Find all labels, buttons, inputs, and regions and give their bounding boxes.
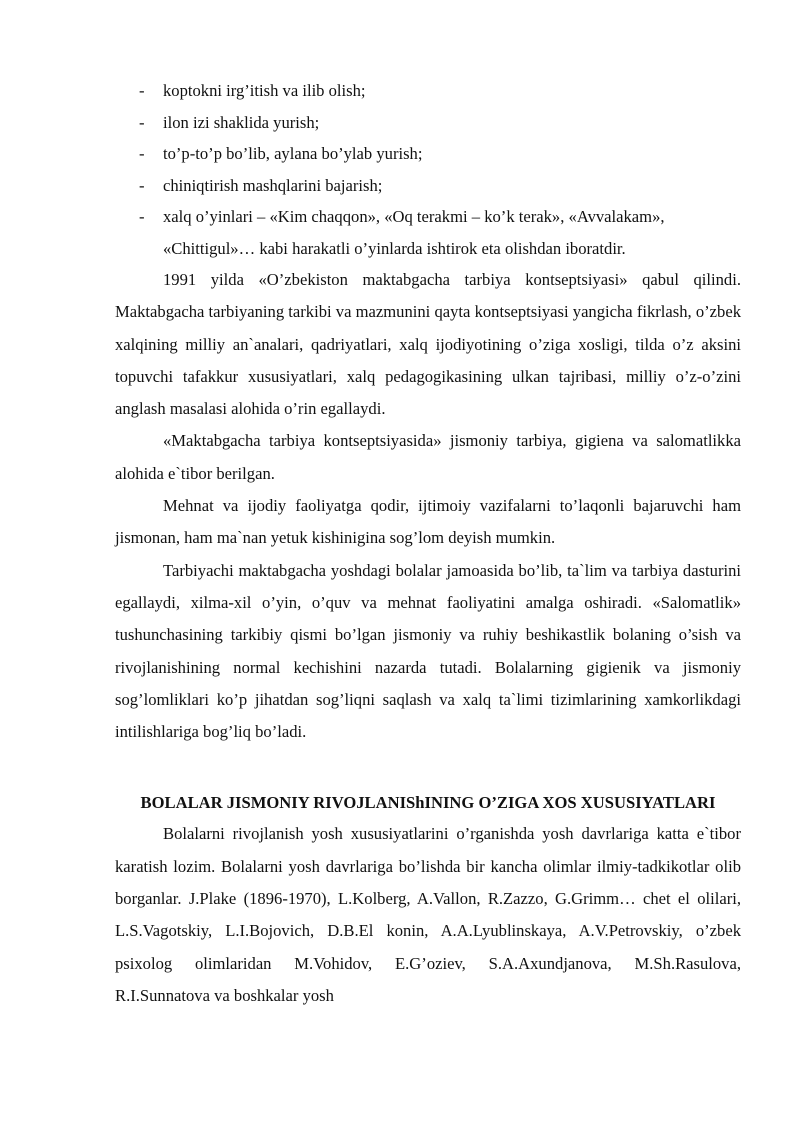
list-item-text: xalq o’yinlari – «Kim chaqqon», «Oq terakmi – ko’k terak», «Avvalakam», «Chittigul»… kabi harakatli o’yinlarda ishtirok eta olishdan iboratdir. [163,207,665,258]
list-item [115,75,741,107]
list-marker: - [139,144,145,163]
list-item-text: ilon izi shaklida yurish; [163,112,320,132]
bullet-list [115,75,741,264]
paragraph: «Maktabgacha tarbiya kontseptsiyasida» jismoniy tarbiya, gigiena va salomatlikka alohida e`tibor berilgan. [115,431,741,483]
list-marker: - [139,81,145,100]
paragraph: Bolalarni rivojlanish yosh xususiyatlarini o’rganishda yosh davrlariga katta e`tibor karatish lozim. Bolalarni yosh davrlariga bo’lishda bir kancha olimlar ilmiy-tadkikotlar olib borganlar. J.Plake (1896-1970), L.Kolberg, A.Vallon, R.Zazzo, G.Grimm… chet el olilari, L.S.Vagotskiy, L.I.Bojovich, D.B.El konin, A.A.Lyublinskaya, A.V.Petrovskiy, o’zbek psixolog olimlaridan M.Vohidov, E.G’oziev, S.A.Axundjanova, M.Sh.Rasulova, R.I.Sunnatova va boshkalar yosh [115,824,741,1005]
paragraph: 1991 yilda «O’zbekiston maktabgacha tarbiya kontseptsiyasi» qabul qilindi. Maktabgacha tarbiyaning tarkibi va mazmunini qayta kontseptsiyasi yangicha fikrlash, o’zbek xalqining milliy an`analari, qadriyatlari, xalq ijodiyotining o’ziga xosligi, tilda o’z aksini topuvchi tafakkur xususiyatlari, xalq pedagogikasining ulkan tajribasi, milliy o’z-o’zini anglash masalasi alohida o’rin egallaydi. [115,270,741,419]
list-item [115,170,741,202]
section-heading: BOLALAR JISMONIY RIVOJLANIShINING O’ZIGA XOS XUSUSIYATLARI [140,793,716,813]
list-item [115,201,741,264]
list-item-text: koptokni irg’itish va ilib olish; [163,81,366,100]
paragraph: Tarbiyachi maktabgacha yoshdagi bolalar jamoasida bo’lib, ta`lim va tarbiya dasturini egallaydi, xilma-xil o’yin, o’quv va mehnat faoliyatini amalga oshiradi. «Salomatlik» tushunchasining tarkibiy qismi bo’lgan jismoniy va ruhiy beshikastlik bolaning o’sish va rivojlanishining normal kechishini nazarda tutadi. Bolalarning gigienik va jismoniy sog’lomliklari ko’p jihatdan sog’liqni saqlash va xalq ta`limi tizimlarining xamkorlikdagi intilishlariga bog’liq bo’ladi. [115,560,741,742]
list-item-text: to’p-to’p bo’lib, aylana bo’ylab yurish; [163,144,423,163]
list-item [115,107,741,139]
list-marker: - [139,175,145,195]
list-item [115,138,741,170]
paragraph: Mehnat va ijodiy faoliyatga qodir, ijtimoiy vazifalarni to’laqonli bajaruvchi ham jismonan, ham ma`nan yetuk kishinigina sog’lom deyish mumkin. [115,496,741,548]
list-marker: - [139,112,145,132]
list-marker: - [139,207,145,226]
list-item-text: chiniqtirish mashqlarini bajarish; [163,175,383,195]
page-content [115,75,741,1012]
